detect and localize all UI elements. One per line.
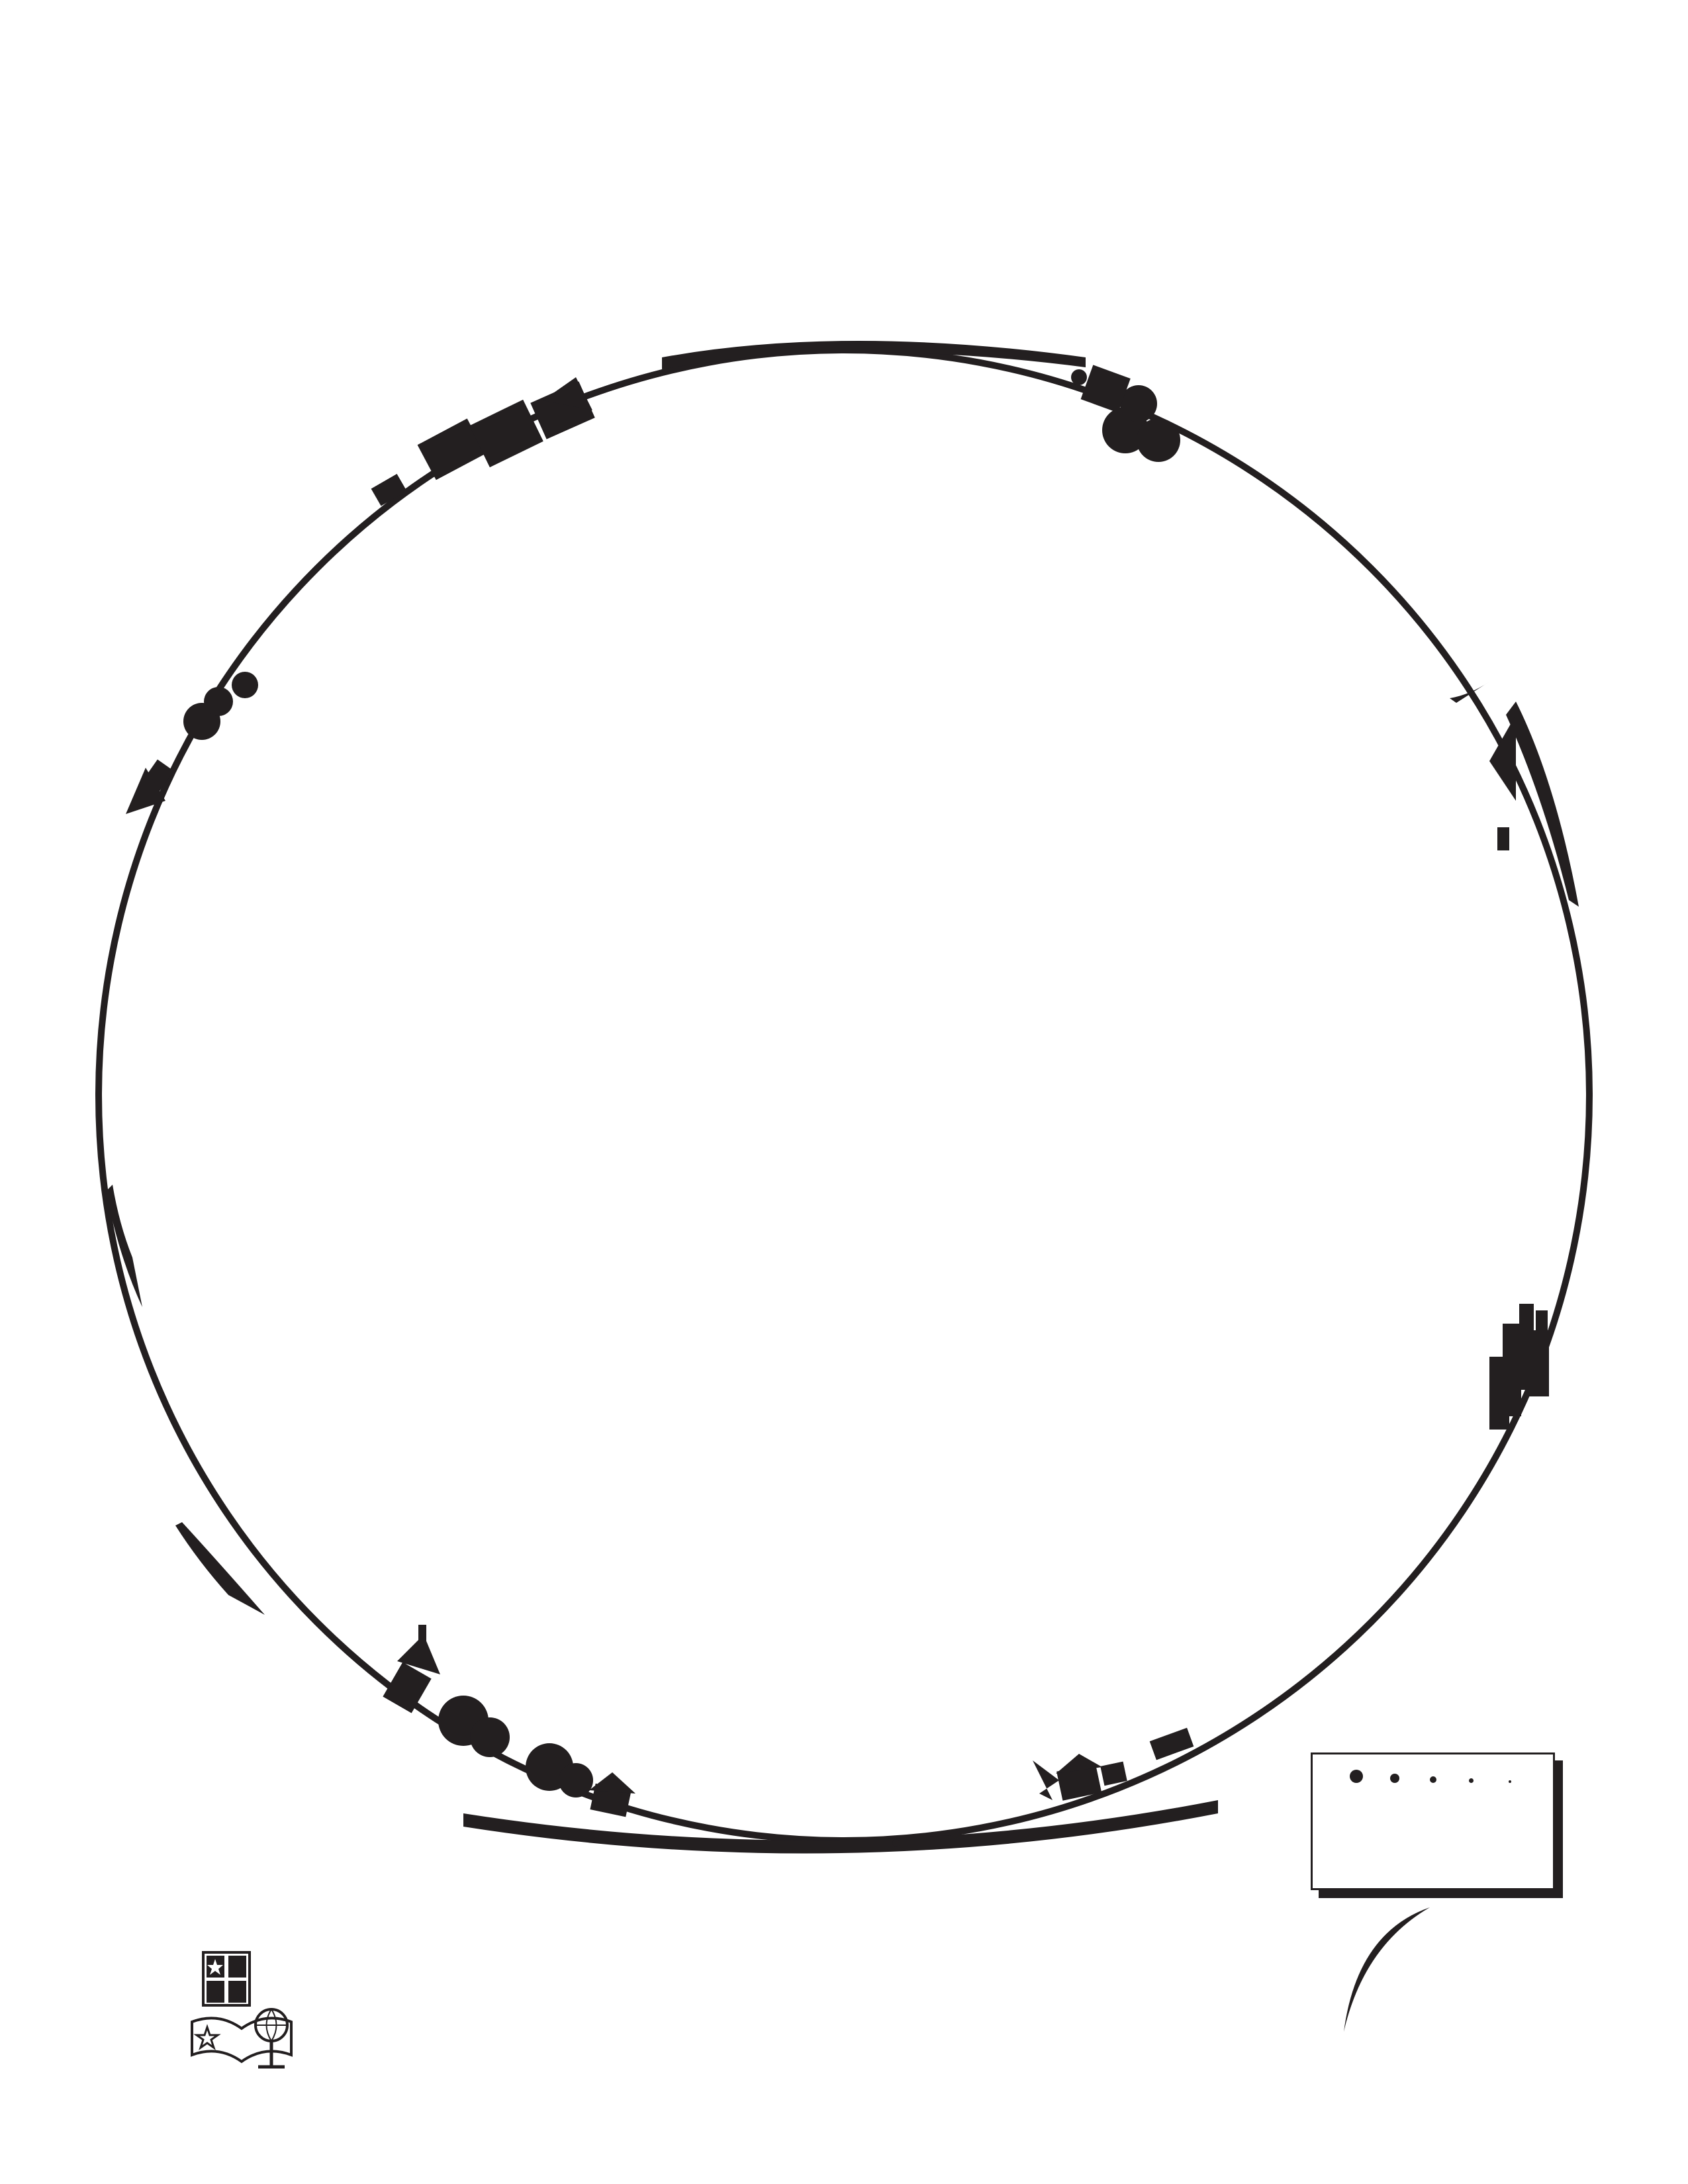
city-skyline bbox=[1489, 1304, 1549, 1430]
north-horizon-strip bbox=[662, 341, 1086, 369]
magnitude-0-dot bbox=[1350, 1770, 1363, 1783]
star-magnitudes-legend bbox=[1311, 1752, 1555, 1890]
south-horizon-strip bbox=[463, 1800, 1218, 1854]
south-marker-dot bbox=[892, 1839, 900, 1847]
magnitude-2-dot bbox=[1430, 1776, 1436, 1783]
horizon-landscape bbox=[106, 341, 1579, 1854]
magnitude-1-dot bbox=[1390, 1774, 1399, 1783]
schoolhouse-silhouette bbox=[383, 1625, 440, 1713]
west-cliff bbox=[1506, 702, 1579, 907]
magnitude-4-dot bbox=[1509, 1780, 1511, 1783]
school-logo bbox=[189, 1949, 295, 2071]
blake-logo-swoosh bbox=[1331, 1906, 1556, 2085]
south-trees-silhouette bbox=[438, 1696, 635, 1817]
nw-trees-silhouette bbox=[1071, 365, 1180, 462]
lighthouse bbox=[1497, 827, 1509, 850]
horizon-ring bbox=[99, 350, 1589, 1841]
east-tree-silhouette bbox=[126, 672, 258, 814]
ne-houses-silhouette bbox=[371, 377, 595, 506]
southeast-land bbox=[175, 1522, 265, 1615]
magnitude-3-dot bbox=[1469, 1778, 1474, 1783]
